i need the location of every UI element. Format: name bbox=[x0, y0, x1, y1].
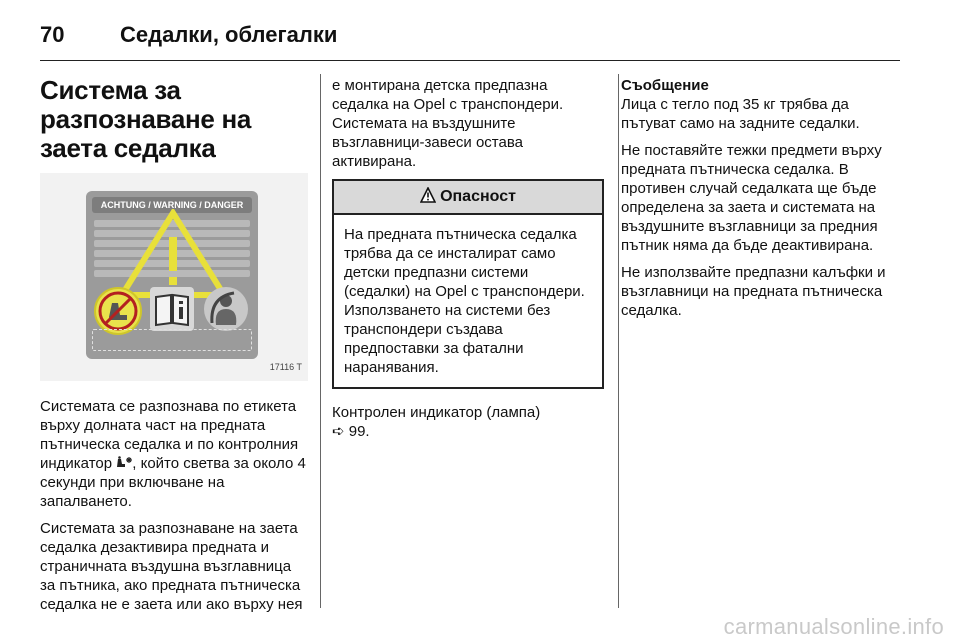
warning-triangle-icon bbox=[420, 187, 436, 203]
page-number: 70 bbox=[40, 22, 65, 47]
reference-arrow-icon: ➪ bbox=[332, 423, 349, 440]
danger-warning-body: На предната пътническа седалка трябва да се инсталират само детски предпазни системи (седалки) на Opel с транспондери. Използването на системи без транспондери създава предпоставки за фатални наранявания. bbox=[344, 226, 585, 376]
page-reference-number: 99. bbox=[348, 423, 370, 440]
note-paragraph-weight: Лица с тегло под 35 кг трябва да пътуват само на задните седалки. bbox=[621, 96, 860, 132]
column-divider-1 bbox=[320, 74, 321, 608]
paragraph-system-deactivation: Системата за разпознаване на заета седалка дезактивира предната и страничната въздушна възглавница за пътника, ако предната пътническа седалка не е заета или ако върху нея bbox=[40, 520, 303, 613]
figure-code: 17116 T bbox=[269, 362, 302, 372]
danger-warning-title: Опасност bbox=[440, 188, 516, 205]
page-header bbox=[40, 14, 900, 58]
section-title: Система за разпознаване на заета седалка bbox=[40, 75, 252, 163]
warning-label bbox=[86, 191, 258, 359]
paragraph-continuation: е монтирана детска предпазна седалка на Opel с транспондери. Системата на въздушните възглавници-завеси остава активирана. bbox=[332, 77, 564, 170]
danger-warning-box bbox=[332, 179, 604, 389]
column-3 bbox=[621, 76, 905, 328]
chapter-title: Седалки, облегалки bbox=[120, 22, 338, 47]
note-title: Съобщение bbox=[621, 77, 709, 94]
column-1 bbox=[40, 76, 308, 622]
paragraph-control-indicator bbox=[332, 403, 604, 441]
header-rule bbox=[40, 60, 900, 61]
paragraph-text: Системата се разпознава по етикета върху долната част на предната пътническа седалка и по контролния индикатор bbox=[40, 398, 299, 472]
note-paragraph-covers: Не използвайте предпазни калъфки и възглавници на предната пътническа седалка. bbox=[621, 264, 886, 319]
column-2 bbox=[332, 76, 604, 449]
control-indicator-label: Контролен индикатор (лампа) bbox=[332, 404, 541, 421]
airbag-label-figure bbox=[40, 173, 308, 381]
column-divider-2 bbox=[618, 74, 619, 608]
label-icons-row bbox=[92, 287, 252, 331]
danger-warning-header bbox=[334, 181, 602, 215]
manual-book-icon bbox=[150, 287, 194, 331]
child-seat-prohibited-icon bbox=[94, 287, 142, 335]
note-paragraph-heavy-objects: Не поставяйте тежки предмети върху предната пътническа седалка. В противен случай седалката ще бъде определена за заета и системата на въздушните възглавници за предния пътник няма да бъде деактивирана. bbox=[621, 142, 882, 254]
child-seat-icon bbox=[204, 287, 248, 331]
paragraph-text: , който светва за около 4 секунди при включване на запалването. bbox=[40, 455, 306, 510]
paragraph-system-recognition bbox=[40, 397, 308, 511]
seat-airbag-icon bbox=[116, 456, 132, 469]
page-reference-link[interactable] bbox=[332, 423, 370, 440]
watermark: carmanualsonline.info bbox=[723, 614, 944, 639]
warning-label-banner: ACHTUNG / WARNING / DANGER bbox=[92, 197, 252, 213]
label-transponder-area bbox=[92, 329, 252, 351]
warning-triangle-icon bbox=[118, 209, 228, 299]
